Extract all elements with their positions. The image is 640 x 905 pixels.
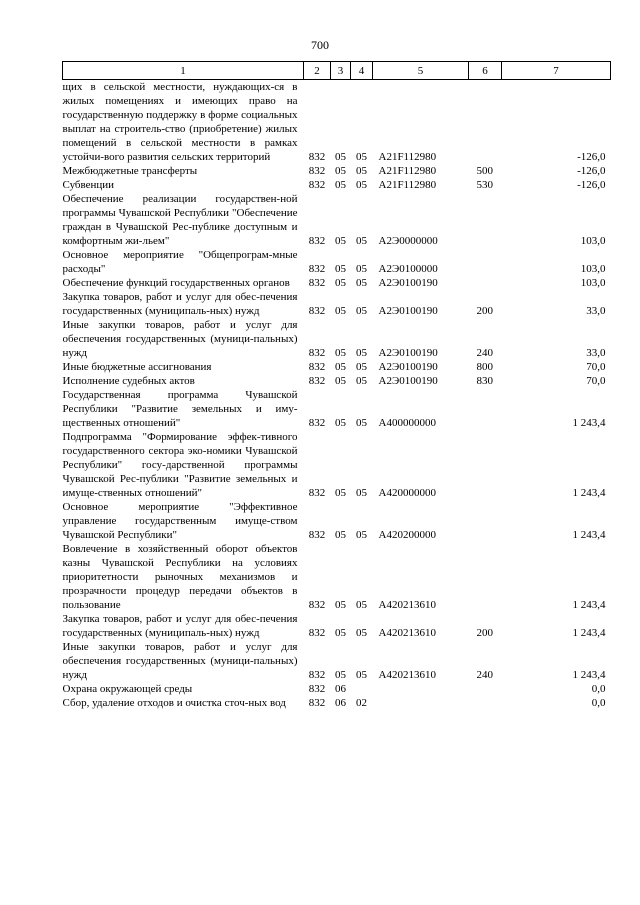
section-code: 05	[335, 277, 346, 289]
target-article-code: A2Э0100190	[378, 305, 438, 317]
row-description: щих в сельской местности, нуждающих-ся в жилых помещениях и имеющих право на государственную поддержку в форме социальных выплат на строитель-ство (приобретение) жилых помещений в сельской местности в рамках устойчи-вого развития сельских территорий	[62, 81, 298, 163]
ministry-code: 832	[308, 361, 326, 373]
table-header	[63, 62, 611, 80]
amount: 1 243,4	[572, 487, 606, 499]
ministry-code: 832	[308, 417, 326, 429]
section-code: 05	[335, 361, 346, 373]
expense-type-code: 800	[476, 361, 493, 373]
subsection-code: 05	[356, 627, 367, 639]
section-code: 05	[335, 375, 346, 387]
table-row	[63, 430, 611, 500]
amount: 1 243,4	[572, 529, 606, 541]
ministry-code: 832	[308, 599, 326, 611]
section-code: 06	[335, 683, 346, 695]
ministry-code: 832	[308, 529, 326, 541]
target-article-code: A2Э0100190	[378, 277, 438, 289]
table-row	[63, 248, 611, 276]
target-article-code: A420000000	[378, 487, 436, 499]
subsection-code: 05	[356, 277, 367, 289]
subsection-code: 05	[356, 529, 367, 541]
table-row	[63, 318, 611, 360]
table-row	[63, 542, 611, 612]
subsection-code: 05	[356, 599, 367, 611]
table-row	[63, 682, 611, 696]
subsection-code: 05	[356, 347, 367, 359]
ministry-code: 832	[308, 627, 326, 639]
table-row	[63, 164, 611, 178]
ministry-code: 832	[308, 347, 326, 359]
column-header: 3	[331, 62, 351, 80]
ministry-code: 832	[308, 697, 326, 709]
row-description: Охрана окружающей среды	[62, 683, 193, 695]
expense-type-code	[469, 500, 502, 542]
column-header: 4	[351, 62, 373, 80]
section-code: 05	[335, 599, 346, 611]
ministry-code: 832	[308, 263, 326, 275]
column-header: 2	[304, 62, 331, 80]
section-code: 05	[335, 305, 346, 317]
row-description: Иные закупки товаров, работ и услуг для обеспечения государственных (муници-пальных) нужд	[62, 319, 298, 359]
table-row	[63, 178, 611, 192]
table-row	[63, 612, 611, 640]
row-description: Закупка товаров, работ и услуг для обес-печения государственных (муниципаль-ных) нужд	[62, 291, 298, 317]
table-row	[63, 290, 611, 318]
row-description: Иные бюджетные ассигнования	[62, 361, 212, 373]
section-code: 05	[335, 669, 346, 681]
target-article-code	[373, 696, 469, 710]
amount: 33,0	[586, 347, 606, 359]
row-description: Сбор, удаление отходов и очистка сточ-ных вод	[62, 697, 286, 709]
row-description: Основное мероприятие "Общепрограм-мные расходы"	[62, 249, 298, 275]
target-article-code: A2Э0100190	[378, 361, 438, 373]
ministry-code: 832	[308, 487, 326, 499]
table-row	[63, 192, 611, 248]
section-code: 05	[335, 235, 346, 247]
target-article-code: A420200000	[378, 529, 436, 541]
row-description: Подпрограмма "Формирование эффек-тивного государственного сектора эко-номики Чувашской Республики" госу-дарственной программы Чувашской Рес-публики "Развитие земельных и имуще-ственных отношений"	[62, 431, 298, 499]
target-article-code: A2Э0100000	[378, 263, 438, 275]
section-code: 05	[335, 151, 346, 163]
amount: 33,0	[586, 305, 606, 317]
subsection-code: 05	[356, 179, 367, 191]
expense-type-code	[469, 682, 502, 696]
expense-type-code: 240	[476, 669, 493, 681]
section-code: 05	[335, 529, 346, 541]
row-description: Обеспечение реализации государствен-ной программы Чувашской Республики "Обеспечение граждан в Чувашской Рес-публике доступным и комфортным жи-льем"	[62, 193, 298, 247]
ministry-code: 832	[308, 165, 326, 177]
target-article-code: A21F112980	[378, 151, 437, 163]
section-code: 05	[335, 165, 346, 177]
expense-type-code	[469, 276, 502, 290]
table-row	[63, 276, 611, 290]
amount: 103,0	[580, 235, 606, 247]
amount: 1 243,4	[572, 669, 606, 681]
amount: 103,0	[580, 263, 606, 275]
row-description: Государственная программа Чувашской Республики "Развитие земельных и иму-щественных отношений"	[62, 389, 298, 429]
row-description: Исполнение судебных актов	[62, 375, 195, 387]
target-article-code: A2Э0000000	[378, 235, 438, 247]
ministry-code: 832	[308, 179, 326, 191]
target-article-code	[373, 682, 469, 696]
amount: 0,0	[591, 697, 606, 709]
table-row	[63, 696, 611, 710]
subsection-code: 05	[356, 263, 367, 275]
target-article-code: A21F112980	[378, 165, 437, 177]
target-article-code: A420213610	[378, 669, 436, 681]
table-row	[63, 360, 611, 374]
expense-type-code	[469, 248, 502, 276]
amount: 0,0	[591, 683, 606, 695]
expense-type-code: 500	[476, 165, 493, 177]
target-article-code: A2Э0100190	[378, 347, 438, 359]
expense-type-code	[469, 388, 502, 430]
amount: 1 243,4	[572, 627, 606, 639]
ministry-code: 832	[308, 683, 326, 695]
budget-table	[62, 61, 611, 710]
section-code: 05	[335, 263, 346, 275]
subsection-code: 05	[356, 375, 367, 387]
section-code: 05	[335, 627, 346, 639]
subsection-code: 05	[356, 361, 367, 373]
row-description: Закупка товаров, работ и услуг для обес-печения государственных (муниципаль-ных) нужд	[62, 613, 298, 639]
table-row	[63, 374, 611, 388]
target-article-code: A400000000	[378, 417, 436, 429]
subsection-code: 02	[356, 697, 367, 709]
amount: -126,0	[577, 179, 606, 191]
expense-type-code	[469, 542, 502, 612]
subsection-code: 05	[356, 305, 367, 317]
amount: 103,0	[580, 277, 606, 289]
target-article-code: A2Э0100190	[378, 375, 438, 387]
target-article-code: A420213610	[378, 599, 436, 611]
section-code: 05	[335, 487, 346, 499]
row-description: Обеспечение функций государственных органов	[62, 277, 290, 289]
table-body	[63, 80, 611, 711]
ministry-code: 832	[308, 305, 326, 317]
amount: 70,0	[586, 361, 606, 373]
row-description: Вовлечение в хозяйственный оборот объектов казны Чувашской Республики на условиях приоритетности рыночных механизмов и прозрачности процедур передачи объектов в пользование	[62, 543, 298, 611]
ministry-code: 832	[308, 235, 326, 247]
amount: 1 243,4	[572, 599, 606, 611]
ministry-code: 832	[308, 277, 326, 289]
section-code: 06	[335, 697, 346, 709]
subsection-code	[351, 682, 373, 696]
row-description: Субвенции	[62, 179, 115, 191]
expense-type-code	[469, 430, 502, 500]
row-description: Иные закупки товаров, работ и услуг для обеспечения государственных (муници-пальных) нужд	[62, 641, 298, 681]
column-header: 6	[469, 62, 502, 80]
row-description: Основное мероприятие "Эффективное управление государственным имуще-ством Чувашской Республики"	[62, 501, 298, 541]
subsection-code: 05	[356, 669, 367, 681]
target-article-code: A420213610	[378, 627, 436, 639]
ministry-code: 832	[308, 669, 326, 681]
table-row	[63, 640, 611, 682]
ministry-code: 832	[308, 151, 326, 163]
target-article-code: A21F112980	[378, 179, 437, 191]
section-code: 05	[335, 179, 346, 191]
amount: -126,0	[577, 151, 606, 163]
subsection-code: 05	[356, 235, 367, 247]
section-code: 05	[335, 417, 346, 429]
subsection-code: 05	[356, 151, 367, 163]
page-number: 700	[311, 38, 329, 52]
column-header: 1	[63, 62, 304, 80]
expense-type-code	[469, 696, 502, 710]
subsection-code: 05	[356, 165, 367, 177]
column-header: 7	[502, 62, 611, 80]
amount: -126,0	[577, 165, 606, 177]
expense-type-code: 200	[476, 627, 493, 639]
subsection-code: 05	[356, 417, 367, 429]
table-row	[63, 80, 611, 165]
subsection-code: 05	[356, 487, 367, 499]
table-row	[63, 500, 611, 542]
row-description: Межбюджетные трансферты	[62, 165, 198, 177]
expense-type-code: 830	[476, 375, 493, 387]
expense-type-code	[469, 80, 502, 165]
header-row	[63, 62, 611, 80]
section-code: 05	[335, 347, 346, 359]
amount: 1 243,4	[572, 417, 606, 429]
expense-type-code	[469, 192, 502, 248]
column-header: 5	[373, 62, 469, 80]
ministry-code: 832	[308, 375, 326, 387]
expense-type-code: 530	[476, 179, 493, 191]
expense-type-code: 200	[476, 305, 493, 317]
table-row	[63, 388, 611, 430]
expense-type-code: 240	[476, 347, 493, 359]
amount: 70,0	[586, 375, 606, 387]
